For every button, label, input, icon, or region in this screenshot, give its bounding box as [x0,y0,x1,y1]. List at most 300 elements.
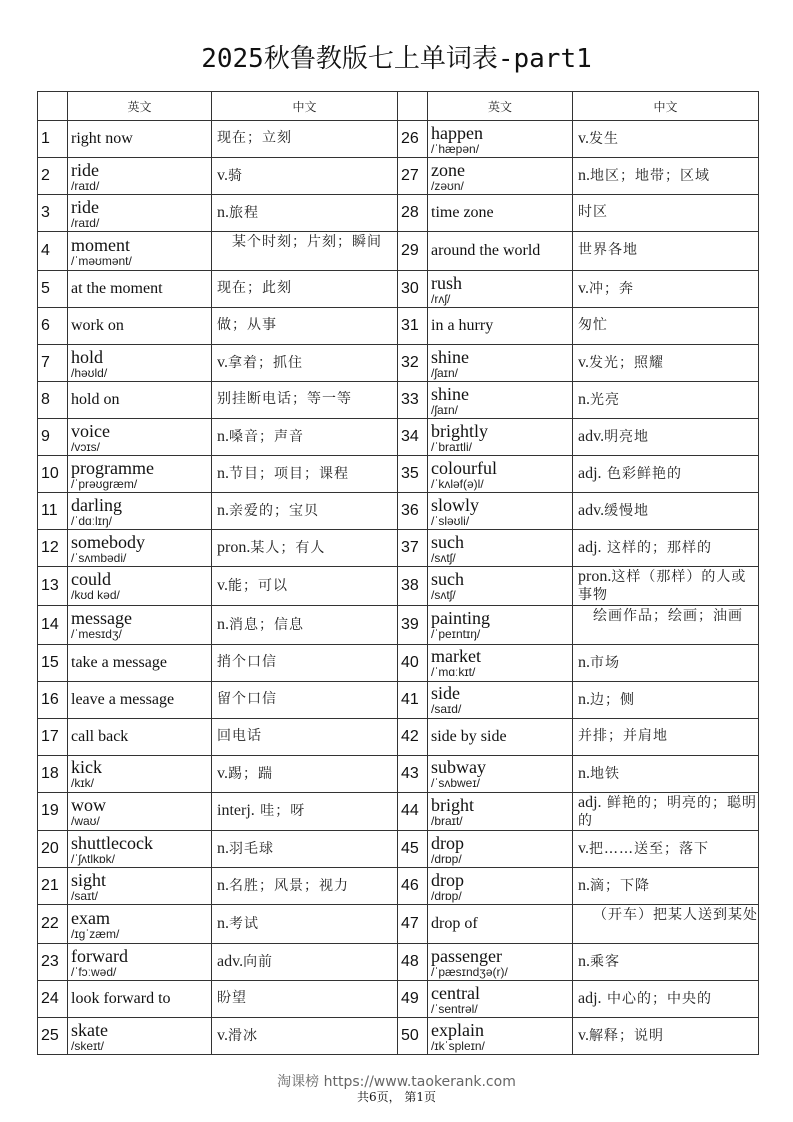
english-cell [68,530,212,567]
phonetic-transcription: /ɪkˈspleɪn/ [431,1038,485,1053]
phonetic-transcription: /ˈprəʊɡræm/ [71,476,138,491]
table-row [38,681,759,718]
part-of-speech: v. [578,280,589,297]
table-row [38,271,759,308]
phonetic-transcription: /saɪt/ [71,888,98,903]
phonetic-transcription: /ˈdɑːlɪŋ/ [71,513,112,528]
table-row [38,345,759,382]
english-cell [428,121,573,158]
english-cell [68,382,212,419]
chinese-meaning: 盼望 [217,990,247,1007]
entry-number: 13 [38,567,68,606]
chinese-cell [573,158,759,195]
chinese-cell [573,567,759,606]
chinese-cell [212,232,398,271]
chinese-cell [573,419,759,456]
chinese-meaning: 节目；项目；课程 [229,466,349,482]
phonetic-transcription: /rʌʃ/ [431,291,451,306]
entry-number: 31 [398,308,428,345]
table-row [38,1018,759,1055]
english-word: passenger [431,945,502,966]
english-cell [428,232,573,271]
table-row [38,792,759,831]
chinese-cell [573,605,759,644]
phonetic-transcription: /raɪd/ [71,178,100,193]
table-row [38,493,759,530]
chinese-meaning: 绘画作品；绘画；油画 [593,607,743,624]
chinese-cell [573,271,759,308]
entry-number: 15 [38,644,68,681]
english-word: shuttlecock [71,832,153,853]
english-cell [68,345,212,382]
chinese-meaning: 某人；有人 [250,540,326,556]
chinese-meaning: 某个时刻；片刻；瞬间 [232,234,382,250]
english-word: hold [71,346,104,367]
phonetic-transcription: /ˈpæsɪndʒə(r)/ [431,964,508,979]
chinese-meaning: 现在；此刻 [217,280,292,297]
phonetic-transcription: /kʊd kəd/ [71,588,120,603]
english-cell [428,493,573,530]
phonetic-transcription: /drɒp/ [431,851,462,866]
english-word: at the moment [71,280,163,297]
chinese-cell [212,831,398,868]
chinese-cell [212,567,398,606]
english-word: slowly [431,494,480,515]
chinese-meaning: 地铁 [590,765,620,782]
entry-number: 37 [398,530,428,567]
english-cell [68,981,212,1018]
chinese-cell [212,868,398,905]
english-cell [428,755,573,792]
chinese-cell [573,530,759,567]
part-of-speech: n. [578,690,590,708]
chinese-meaning: 名胜；风景；视力 [229,878,349,894]
vocabulary-table [37,91,759,1055]
entry-number: 8 [38,382,68,419]
english-cell [428,530,573,567]
english-word: around the world [431,242,541,259]
phonetic-transcription: /sʌtʃ/ [431,588,456,603]
chinese-meaning: 旅程 [229,205,259,221]
phonetic-transcription: /ˈhæpən/ [431,141,480,156]
chinese-cell [212,681,398,718]
chinese-cell [212,755,398,792]
table-row [38,567,759,606]
english-word: ride [71,159,99,180]
english-cell [428,944,573,981]
english-word: drop of [431,915,478,932]
chinese-cell [212,195,398,232]
entry-number: 6 [38,308,68,345]
chinese-cell [573,755,759,792]
chinese-cell [212,158,398,195]
english-word: kick [71,757,102,777]
chinese-meaning: 拿着；抓住 [227,355,303,371]
table-row [38,644,759,681]
english-cell [428,382,573,419]
chinese-meaning: 踢；踹 [227,765,273,782]
phonetic-transcription: /ˈsentrəl/ [431,1001,478,1016]
english-word: leave a message [71,690,175,708]
phonetic-transcription: /ɪɡˈzæm/ [71,926,120,941]
chinese-meaning: 明亮地 [604,429,650,445]
chinese-cell [212,605,398,644]
table-row [38,121,759,158]
entry-number: 38 [398,567,428,606]
chinese-cell [573,831,759,868]
english-word: colourful [431,457,497,478]
table-row [38,456,759,493]
english-word: shine [431,346,469,367]
table-row [38,831,759,868]
entry-number: 41 [398,681,428,718]
part-of-speech: v. [217,576,228,594]
chinese-cell [573,905,759,944]
chinese-cell [573,944,759,981]
phonetic-transcription: /zəʊn/ [431,178,464,193]
chinese-meaning: 羽毛球 [229,841,274,857]
entry-number: 5 [38,271,68,308]
phonetic-transcription: /kɪk/ [71,776,94,790]
english-word: hold on [71,391,120,408]
entry-number: 26 [398,121,428,158]
english-word: side [431,683,460,703]
english-word: such [431,569,464,590]
chinese-cell [212,530,398,567]
phonetic-transcription: /ˈsʌbweɪ/ [431,776,480,790]
english-cell [428,868,573,905]
english-word: moment [71,234,130,255]
english-word: rush [431,272,462,293]
chinese-meaning: （开车）把某人送到某处 [593,907,758,923]
english-word: drop [431,869,464,890]
english-word: sight [71,869,107,890]
entry-number: 28 [398,195,428,232]
chinese-cell [212,456,398,493]
chinese-meaning: 骑 [227,168,243,184]
english-word: subway [431,757,486,777]
english-cell [68,308,212,345]
part-of-speech: n. [217,502,229,519]
chinese-cell [212,905,398,944]
chinese-meaning: 并排；并肩地 [578,727,668,744]
english-word: ride [71,196,99,217]
english-word: happen [431,122,483,143]
english-cell [428,1018,573,1055]
phonetic-transcription: /ʃaɪn/ [431,402,458,417]
english-word: in a hurry [431,317,494,334]
chinese-cell [212,308,398,345]
chinese-cell [573,1018,759,1055]
english-cell [68,493,212,530]
entry-number: 10 [38,456,68,493]
chinese-cell [573,868,759,905]
part-of-speech: pron. [217,539,251,556]
part-of-speech: n. [217,465,229,482]
part-of-speech: n. [578,764,590,782]
header-num-right [398,92,428,121]
table-row [38,718,759,755]
english-word: shine [431,383,469,404]
chinese-meaning: 把……送至；落下 [588,841,709,857]
footer-site-link[interactable]: 淘课榜 https://www.taokerank.com [277,1074,516,1090]
english-word: bright [431,794,474,815]
entry-number: 48 [398,944,428,981]
entry-number: 49 [398,981,428,1018]
chinese-cell [212,345,398,382]
english-word: forward [71,945,128,966]
part-of-speech: n. [578,167,590,184]
table-row [38,981,759,1018]
entry-number: 19 [38,792,68,831]
english-cell [68,567,212,606]
entry-number: 3 [38,195,68,232]
english-cell [428,792,573,831]
entry-number: 25 [38,1018,68,1055]
header-num-left [38,92,68,121]
chinese-meaning: 这样（那样）的人或事物 [578,569,747,603]
entry-number: 44 [398,792,428,831]
table-row [38,195,759,232]
part-of-speech: v. [217,354,228,371]
english-cell [428,456,573,493]
chinese-meaning: 哇；呀 [254,803,306,820]
english-cell [428,981,573,1018]
english-cell [428,271,573,308]
entry-number: 29 [398,232,428,271]
table-row [38,905,759,944]
entry-number: 50 [398,1018,428,1055]
english-cell [428,681,573,718]
chinese-meaning: 回电话 [217,727,262,744]
entry-number: 23 [38,944,68,981]
phonetic-transcription: /saɪd/ [431,702,462,716]
entry-number: 40 [398,644,428,681]
english-cell [68,755,212,792]
part-of-speech: pron. [578,568,612,585]
chinese-meaning: 留个口信 [217,690,277,707]
chinese-cell [212,382,398,419]
chinese-cell [573,382,759,419]
entry-number: 46 [398,868,428,905]
chinese-cell [212,493,398,530]
english-word: programme [71,457,154,478]
chinese-meaning: 地区；地带；区域 [590,168,710,184]
chinese-meaning: 能；可以 [227,577,288,594]
entry-number: 17 [38,718,68,755]
chinese-meaning: 光亮 [590,392,620,408]
entry-number: 35 [398,456,428,493]
chinese-meaning: 市场 [590,654,620,671]
english-cell [68,831,212,868]
english-cell [68,271,212,308]
entry-number: 9 [38,419,68,456]
page-title: 2025秋鲁教版七上单词表-part1 [201,44,592,74]
part-of-speech: v. [217,764,228,782]
english-cell [68,868,212,905]
table-row [38,755,759,792]
phonetic-transcription: /braɪt/ [431,813,463,828]
part-of-speech: n. [578,653,590,671]
entry-number: 2 [38,158,68,195]
english-cell [428,905,573,944]
chinese-cell [573,456,759,493]
entry-number: 1 [38,121,68,158]
part-of-speech: n. [578,877,590,894]
part-of-speech: n. [217,428,229,445]
phonetic-transcription: /ˈkʌləf(ə)l/ [431,476,484,491]
chinese-meaning: 亲爱的；宝贝 [229,503,319,519]
part-of-speech: v. [578,354,589,371]
phonetic-transcription: /ˈfɔːwəd/ [71,964,117,979]
english-word: message [71,608,132,628]
header-chinese-right: 中文 [573,92,759,121]
table-row [38,868,759,905]
chinese-cell [212,1018,398,1055]
chinese-meaning: 这样的；那样的 [601,540,712,556]
english-word: could [71,569,111,590]
phonetic-transcription: /raɪd/ [71,215,100,230]
phonetic-transcription: /ˈməʊmənt/ [71,253,132,268]
english-word: drop [431,832,464,853]
chinese-cell [573,644,759,681]
english-cell [68,644,212,681]
chinese-cell [573,345,759,382]
english-cell [68,419,212,456]
english-cell [68,944,212,981]
english-cell [428,308,573,345]
chinese-meaning: 做；从事 [217,317,277,334]
part-of-speech: v. [578,130,589,147]
part-of-speech: adv. [217,953,244,970]
english-word: look forward to [71,990,171,1007]
chinese-meaning: 时区 [578,204,608,221]
english-cell [68,718,212,755]
chinese-meaning: 鲜艳的；明亮的；聪明的 [578,794,757,829]
english-word: right now [71,130,133,147]
entry-number: 30 [398,271,428,308]
chinese-cell [573,681,759,718]
chinese-cell [212,718,398,755]
entry-number: 22 [38,905,68,944]
entry-number: 24 [38,981,68,1018]
chinese-cell [212,644,398,681]
chinese-meaning: 滑冰 [227,1028,258,1044]
entry-number: 45 [398,831,428,868]
part-of-speech: interj. [217,802,255,820]
part-of-speech: adj. [578,465,602,482]
english-cell [68,1018,212,1055]
entry-number: 7 [38,345,68,382]
english-word: skate [71,1019,108,1040]
phonetic-transcription: /ˈʃʌtlkɒk/ [71,851,116,866]
english-cell [68,905,212,944]
english-cell [428,605,573,644]
chinese-meaning: 乘客 [590,954,620,970]
entry-number: 36 [398,493,428,530]
chinese-meaning: 色彩鲜艳的 [601,466,682,482]
chinese-meaning: 冲；奔 [588,281,634,297]
chinese-meaning: 缓慢地 [604,503,650,519]
table-row [38,382,759,419]
english-word: such [431,531,464,552]
phonetic-transcription: /sʌtʃ/ [431,550,456,565]
chinese-cell [212,271,398,308]
phonetic-transcription: /ˈsləʊli/ [431,513,470,528]
part-of-speech: n. [217,204,229,221]
english-cell [68,195,212,232]
entry-number: 47 [398,905,428,944]
english-cell [428,567,573,606]
english-word: work on [71,317,124,334]
part-of-speech: n. [217,915,229,932]
entry-number: 16 [38,681,68,718]
entry-number: 14 [38,605,68,644]
english-cell [428,644,573,681]
chinese-meaning: 捎个口信 [217,653,277,670]
entry-number: 33 [398,382,428,419]
phonetic-transcription: /drɒp/ [431,888,462,903]
english-word: time zone [431,204,494,221]
entry-number: 18 [38,755,68,792]
chinese-meaning: 匆忙 [578,317,608,334]
part-of-speech: n. [217,877,229,894]
chinese-meaning: 向前 [243,954,274,970]
part-of-speech: v. [578,840,589,857]
phonetic-transcription: /skeɪt/ [71,1038,104,1053]
chinese-meaning: 中心的；中央的 [601,991,712,1007]
chinese-cell [573,981,759,1018]
english-word: somebody [71,531,145,552]
phonetic-transcription: /ˈmɑːkɪt/ [431,665,476,679]
header-english-right: 英文 [428,92,573,121]
english-cell [68,605,212,644]
phonetic-transcription: /ˈpeɪntɪŋ/ [431,627,481,641]
part-of-speech: adj. [578,539,602,556]
table-header-row [38,92,759,121]
english-word: darling [71,494,122,515]
chinese-meaning: 消息；信息 [229,616,304,633]
english-cell [68,232,212,271]
entry-number: 39 [398,605,428,644]
chinese-meaning: 别挂断电话；等一等 [217,391,352,408]
english-word: take a message [71,653,167,671]
chinese-cell [212,944,398,981]
part-of-speech: v. [217,167,228,184]
english-word: zone [431,159,465,180]
entry-number: 42 [398,718,428,755]
entry-number: 32 [398,345,428,382]
english-word: exam [71,907,110,928]
phonetic-transcription: /ˈbraɪtli/ [431,439,472,454]
table-row [38,308,759,345]
entry-number: 34 [398,419,428,456]
part-of-speech: v. [578,1027,589,1044]
phonetic-transcription: /ʃaɪn/ [431,365,458,380]
part-of-speech: adj. [578,990,602,1007]
phonetic-transcription: /waʊ/ [71,813,100,828]
entry-number: 4 [38,232,68,271]
english-cell [68,792,212,831]
english-word: brightly [431,420,488,441]
table-row [38,605,759,644]
chinese-meaning: 现在；立刻 [217,130,292,147]
english-word: central [431,982,480,1003]
chinese-meaning: 滴；下降 [590,878,650,894]
chinese-cell [212,981,398,1018]
english-word: wow [71,794,106,815]
table-row [38,158,759,195]
